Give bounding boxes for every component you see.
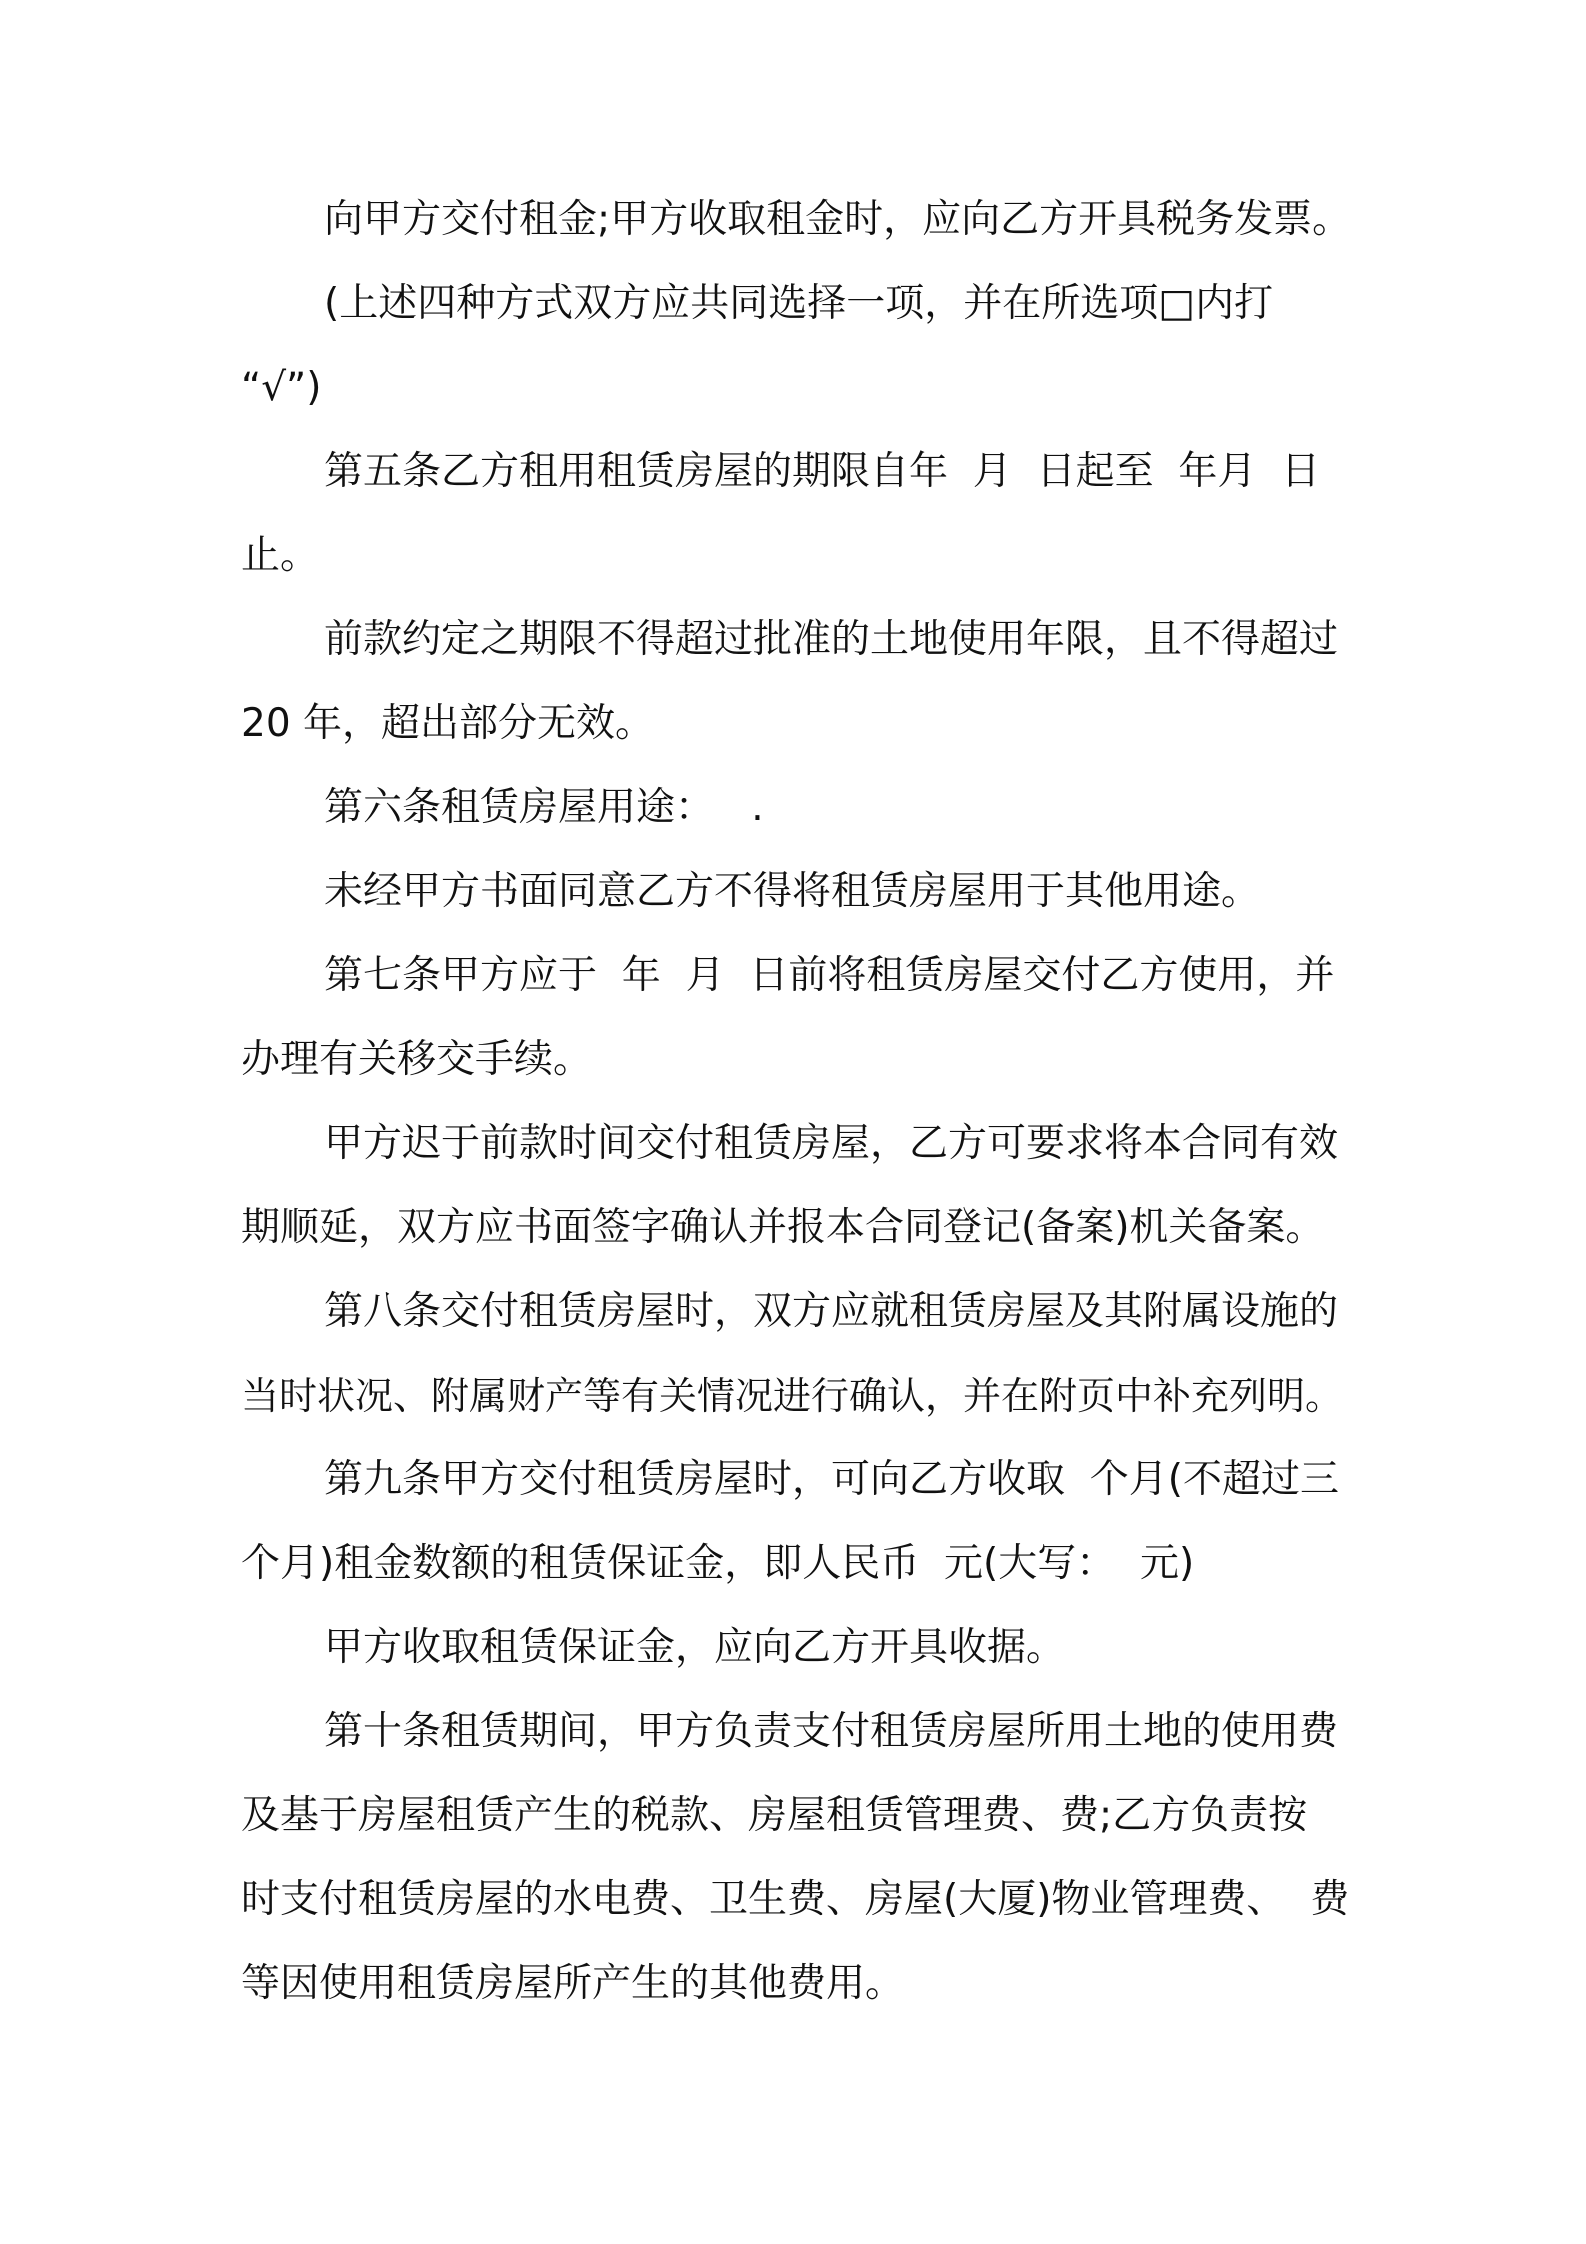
text-line-18: 甲方收取租赁保证金，应向乙方开具收据。 [324, 1625, 1066, 1670]
text-line-9: 未经甲方书面同意乙方不得将租赁房屋用于其他用途。 [324, 869, 1261, 914]
text-line-15: 当时状况、附属财产等有关情况进行确认，并在附页中补充列明。 [241, 1374, 1344, 1418]
text-line-6: 前款约定之期限不得超过批准的土地使用年限，且不得超过 [324, 617, 1339, 662]
text-line-21: 时支付租赁房屋的水电费、卫生费、房屋(大厦)物业管理费、 费 [241, 1877, 1350, 1922]
text-line-8: 第六条租赁房屋用途： . [324, 785, 764, 830]
text-line-14: 第八条交付租赁房屋时，双方应就租赁房屋及其附属设施的 [324, 1289, 1339, 1334]
text-line-10: 第七条甲方应于 年 月 日前将租赁房屋交付乙方使用，并 [324, 953, 1335, 998]
text-line-11: 办理有关移交手续。 [241, 1037, 593, 1082]
text-line-17: 个月)租金数额的租赁保证金，即人民币 元(大写： 元) [241, 1541, 1195, 1586]
text-line-5: 止。 [241, 533, 320, 578]
text-line-7: 20 年，超出部分无效。 [241, 701, 655, 746]
text-line-16: 第九条甲方交付租赁房屋时，可向乙方收取 个月(不超过三 [324, 1457, 1340, 1502]
text-line-12: 甲方迟于前款时间交付租赁房屋，乙方可要求将本合同有效 [324, 1121, 1339, 1166]
text-line-4: 第五条乙方租用租赁房屋的期限自年 月 日起至 年月 日 [324, 449, 1321, 494]
text-line-2: (上述四种方式双方应共同选择一项，并在所选项□内打 [324, 281, 1274, 326]
text-line-22: 等因使用租赁房屋所产生的其他费用。 [241, 1961, 905, 2006]
text-line-13: 期顺延，双方应书面签字确认并报本合同登记(备案)机关备案。 [241, 1205, 1325, 1250]
text-line-20: 及基于房屋租赁产生的税款、房屋租赁管理费、费;乙方负责按 [241, 1793, 1308, 1838]
text-line-19: 第十条租赁期间，甲方负责支付租赁房屋所用土地的使用费 [324, 1709, 1339, 1754]
text-line-3: “√”) [241, 365, 322, 410]
text-line-1: 向甲方交付租金;甲方收取租金时，应向乙方开具税务发票。 [324, 197, 1352, 242]
